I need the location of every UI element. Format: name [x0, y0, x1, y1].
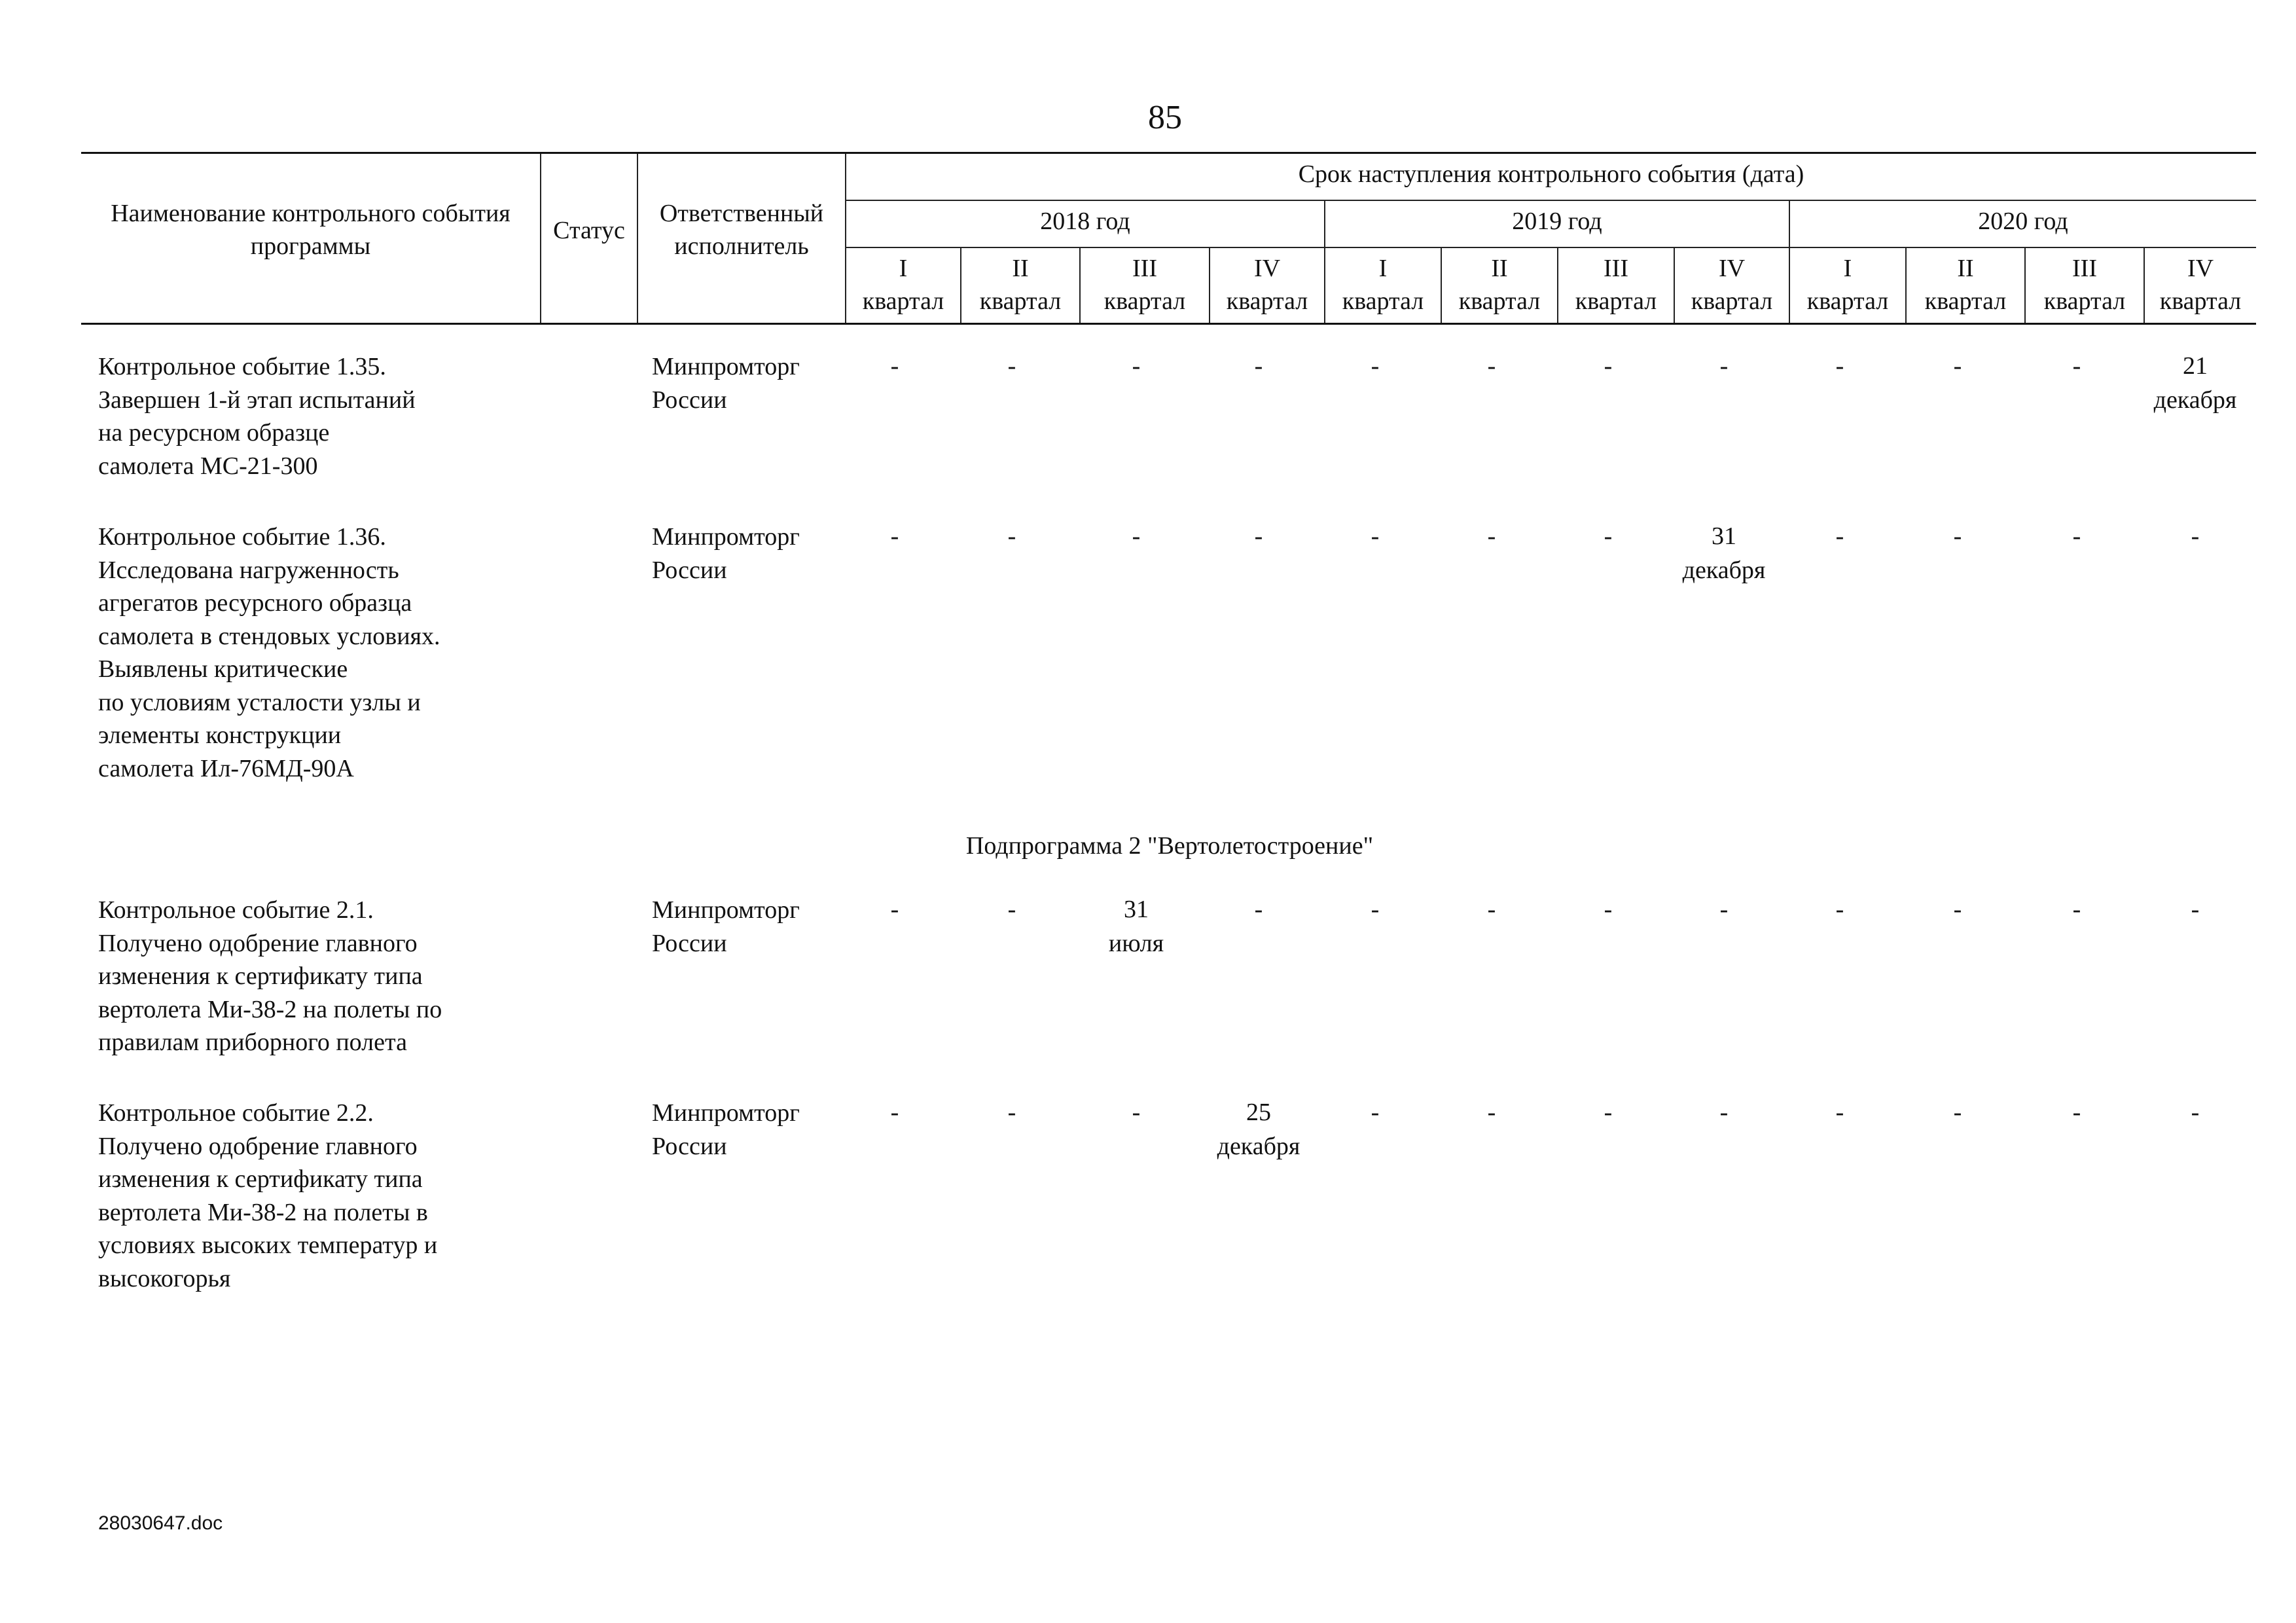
quarter-header	[1789, 247, 1906, 324]
quarter-numeral: I	[899, 255, 908, 282]
quarter-cell	[1200, 519, 1318, 553]
page-number: 85	[1148, 99, 1182, 136]
event-responsible	[652, 894, 800, 960]
quarter-cell-line: -	[1835, 896, 1844, 923]
quarter-cell	[1316, 349, 1434, 383]
quarter-header	[1558, 247, 1674, 324]
quarter-numeral: IV	[1253, 255, 1281, 282]
quarter-cell	[1200, 892, 1318, 926]
quarter-cell	[1549, 892, 1667, 926]
event-responsible	[652, 520, 800, 587]
event-name-line: вертолета Ми-38-2 на полеты по	[98, 995, 442, 1023]
quarter-cell-line: -	[1719, 896, 1729, 923]
responsible-line: России	[652, 556, 727, 584]
quarter-cell	[1200, 1095, 1318, 1163]
quarter-word: квартал	[979, 287, 1062, 315]
quarter-word: квартал	[1924, 287, 2007, 315]
event-name-line: Исследована нагруженность	[98, 556, 399, 584]
quarter-word: квартал	[1458, 287, 1541, 315]
event-name-line: элементы конструкции	[98, 721, 342, 749]
quarter-cell	[1077, 349, 1195, 383]
quarter-cell	[1781, 519, 1899, 553]
quarter-cell	[2018, 892, 2136, 926]
quarter-cell	[1549, 519, 1667, 553]
quarter-word: квартал	[2043, 287, 2126, 315]
quarter-numeral: III	[1604, 255, 1628, 282]
quarter-cell	[953, 349, 1071, 383]
responsible-line: Минпромторг	[652, 523, 800, 551]
quarter-word: квартал	[1806, 287, 1889, 315]
event-name-line: вертолета Ми-38-2 на полеты в	[98, 1198, 428, 1226]
event-name-line: изменения к сертификату типа	[98, 1165, 423, 1193]
schedule-table-header	[81, 152, 2256, 325]
quarter-header	[2025, 247, 2144, 324]
quarter-cell-line: -	[2191, 896, 2200, 923]
quarter-cell	[1899, 892, 2017, 926]
quarter-cell	[836, 1095, 954, 1129]
quarter-cell-line: -	[890, 1099, 899, 1126]
responsible-line: Минпромторг	[652, 1099, 800, 1127]
quarter-cell-line: -	[1007, 352, 1016, 380]
quarter-cell	[1899, 519, 2017, 553]
quarter-cell-line: -	[1953, 1099, 1962, 1126]
quarter-cell-line: -	[1487, 522, 1496, 550]
quarter-cell-line: -	[2191, 1099, 2200, 1126]
quarter-numeral: II	[1012, 255, 1029, 282]
event-name-line: самолета МС-21-300	[98, 452, 318, 480]
quarter-cell	[953, 1095, 1071, 1129]
quarter-cell-line: -	[1835, 522, 1844, 550]
quarter-cell	[1316, 519, 1434, 553]
quarter-header	[1325, 247, 1441, 324]
column-header-event-name: Наименование контрольного события программы	[81, 153, 541, 324]
document-id: 28030647.doc	[98, 1512, 223, 1534]
quarter-cell	[1433, 519, 1551, 553]
quarter-word: квартал	[2159, 287, 2242, 315]
quarter-cell	[836, 892, 954, 926]
event-name-line: на ресурсном образце	[98, 419, 330, 447]
event-name-line: Контрольное событие 2.1.	[98, 896, 374, 924]
quarter-numeral: III	[1132, 255, 1157, 282]
event-name-line: Завершен 1-й этап испытаний	[98, 386, 416, 414]
quarter-header	[1210, 247, 1325, 324]
quarter-numeral: I	[1843, 255, 1852, 282]
quarter-numeral: II	[1957, 255, 1974, 282]
quarter-word: квартал	[1575, 287, 1657, 315]
quarter-cell-line: июля	[1108, 930, 1164, 957]
event-name-line: Получено одобрение главного	[98, 929, 418, 957]
quarter-cell	[1781, 349, 1899, 383]
quarter-cell	[1316, 1095, 1434, 1129]
column-header-status: Статус	[541, 153, 637, 324]
event-name-line: изменения к сертификату типа	[98, 962, 423, 990]
quarter-word: квартал	[1691, 287, 1773, 315]
event-responsible	[652, 1097, 800, 1163]
event-name-line: самолета Ил-76МД-90А	[98, 754, 354, 782]
event-name-line: Контрольное событие 2.2.	[98, 1099, 374, 1127]
quarter-cell	[1665, 349, 1783, 383]
quarter-cell	[2136, 1095, 2254, 1129]
quarter-cell	[2018, 519, 2136, 553]
event-name-line: Выявлены критические	[98, 655, 348, 683]
quarter-cell-line: 31	[1712, 522, 1736, 550]
quarter-header	[1441, 247, 1558, 324]
quarter-cell-line: 21	[2183, 352, 2208, 380]
quarter-cell	[2018, 1095, 2136, 1129]
event-name-line: высокогорья	[98, 1264, 231, 1292]
quarter-cell-line: -	[1371, 352, 1380, 380]
quarter-cell	[1433, 1095, 1551, 1129]
quarter-cell-line: -	[2072, 896, 2081, 923]
quarter-cell-line: -	[1953, 896, 1962, 923]
quarter-cell	[1077, 519, 1195, 553]
quarter-header	[2144, 247, 2256, 324]
quarter-word: квартал	[1103, 287, 1186, 315]
event-name-line: Получено одобрение главного	[98, 1132, 418, 1160]
quarter-cell	[1200, 349, 1318, 383]
quarter-cell-line: -	[2072, 352, 2081, 380]
quarter-cell-line: -	[1835, 1099, 1844, 1126]
quarter-cell-line: -	[1604, 896, 1613, 923]
quarter-cell-line: -	[1371, 522, 1380, 550]
responsible-line: России	[652, 929, 727, 957]
quarter-cell-line: декабря	[2153, 386, 2237, 414]
quarter-cell-line: -	[1487, 896, 1496, 923]
responsible-line: России	[652, 1132, 727, 1160]
quarter-cell-line: -	[1254, 522, 1263, 550]
quarter-cell-line: 25	[1246, 1099, 1271, 1126]
quarter-cell	[953, 892, 1071, 926]
quarter-cell-line: -	[890, 522, 899, 550]
quarter-header	[961, 247, 1080, 324]
quarter-word: квартал	[1226, 287, 1308, 315]
event-name-line: Контрольное событие 1.35.	[98, 353, 386, 380]
subprogram-heading: Подпрограмма 2 "Вертолетостроение"	[965, 832, 1374, 860]
quarter-numeral: II	[1491, 255, 1508, 282]
quarter-numeral: III	[2072, 255, 2097, 282]
quarter-cell	[836, 519, 954, 553]
quarter-header	[1080, 247, 1210, 324]
quarter-cell-line: -	[1371, 1099, 1380, 1126]
quarter-cell-line: -	[1007, 896, 1016, 923]
quarter-cell-line: -	[1132, 352, 1141, 380]
event-name	[98, 894, 442, 1059]
quarter-cell-line: -	[1007, 1099, 1016, 1126]
quarter-cell-line: -	[1835, 352, 1844, 380]
event-name	[98, 520, 440, 785]
quarter-word: квартал	[862, 287, 944, 315]
quarter-cell-line: -	[1132, 1099, 1141, 1126]
column-header-deadline: Срок наступления контрольного события (дата)	[846, 153, 2256, 201]
quarter-cell-line: -	[890, 896, 899, 923]
quarter-cell-line: -	[2072, 522, 2081, 550]
quarter-cell	[1665, 892, 1783, 926]
quarter-cell	[1433, 892, 1551, 926]
event-name-line: условиях высоких температур и	[98, 1231, 438, 1259]
quarter-cell	[1899, 349, 2017, 383]
quarter-cell-line: -	[1007, 522, 1016, 550]
quarter-cell	[1781, 892, 1899, 926]
quarter-header	[846, 247, 961, 324]
quarter-cell-line: -	[1604, 352, 1613, 380]
quarter-cell-line: декабря	[1217, 1133, 1300, 1160]
quarter-cell	[1316, 892, 1434, 926]
quarter-header	[1906, 247, 2025, 324]
quarter-cell	[1665, 1095, 1783, 1129]
quarter-cell	[2136, 349, 2254, 417]
quarter-cell-line: декабря	[1682, 556, 1766, 584]
quarter-cell	[1899, 1095, 2017, 1129]
quarter-cell-line: -	[1953, 522, 1962, 550]
quarter-cell	[953, 519, 1071, 553]
quarter-word: квартал	[1342, 287, 1424, 315]
responsible-line: Минпромторг	[652, 353, 800, 380]
quarter-cell	[1665, 519, 1783, 587]
quarter-cell	[1549, 349, 1667, 383]
quarter-cell	[1077, 1095, 1195, 1129]
event-name-line: правилам приборного полета	[98, 1029, 407, 1056]
quarter-numeral: IV	[1718, 255, 1746, 282]
event-name-line: Контрольное событие 1.36.	[98, 523, 386, 551]
event-responsible	[652, 350, 800, 416]
quarter-cell-line: -	[1719, 352, 1729, 380]
quarter-cell	[1433, 349, 1551, 383]
quarter-cell-line: -	[2072, 1099, 2081, 1126]
quarter-header	[1674, 247, 1789, 324]
responsible-line: России	[652, 386, 727, 414]
quarter-cell-line: -	[1132, 522, 1141, 550]
quarter-cell-line: -	[1953, 352, 1962, 380]
quarter-cell	[2136, 519, 2254, 553]
quarter-cell-line: -	[1254, 352, 1263, 380]
event-name-line: самолета в стендовых условиях.	[98, 622, 440, 650]
event-name-line: по условиям усталости узлы и	[98, 688, 421, 716]
quarter-cell	[2136, 892, 2254, 926]
quarter-cell-line: -	[1487, 1099, 1496, 1126]
quarter-cell-line: -	[1487, 352, 1496, 380]
quarter-cell	[1781, 1095, 1899, 1129]
quarter-cell	[1077, 892, 1195, 960]
responsible-line: Минпромторг	[652, 896, 800, 924]
quarter-numeral: I	[1378, 255, 1388, 282]
column-header-responsible: Ответственный исполнитель	[637, 153, 846, 324]
quarter-cell-line: -	[1604, 1099, 1613, 1126]
quarter-cell-line: -	[1371, 896, 1380, 923]
event-name	[98, 1097, 437, 1295]
quarter-cell	[836, 349, 954, 383]
year-header: 2019 год	[1325, 200, 1789, 247]
year-header: 2018 год	[846, 200, 1325, 247]
event-name-line: агрегатов ресурсного образца	[98, 589, 412, 617]
quarter-cell	[1549, 1095, 1667, 1129]
quarter-cell-line: -	[1719, 1099, 1729, 1126]
quarter-numeral: IV	[2187, 255, 2214, 282]
quarter-cell-line: -	[2191, 522, 2200, 550]
event-name	[98, 350, 416, 483]
quarter-cell-line: 31	[1124, 896, 1149, 923]
quarter-cell-line: -	[890, 352, 899, 380]
quarter-cell	[2018, 349, 2136, 383]
year-header: 2020 год	[1789, 200, 2256, 247]
quarter-cell-line: -	[1604, 522, 1613, 550]
quarter-cell-line: -	[1254, 896, 1263, 923]
